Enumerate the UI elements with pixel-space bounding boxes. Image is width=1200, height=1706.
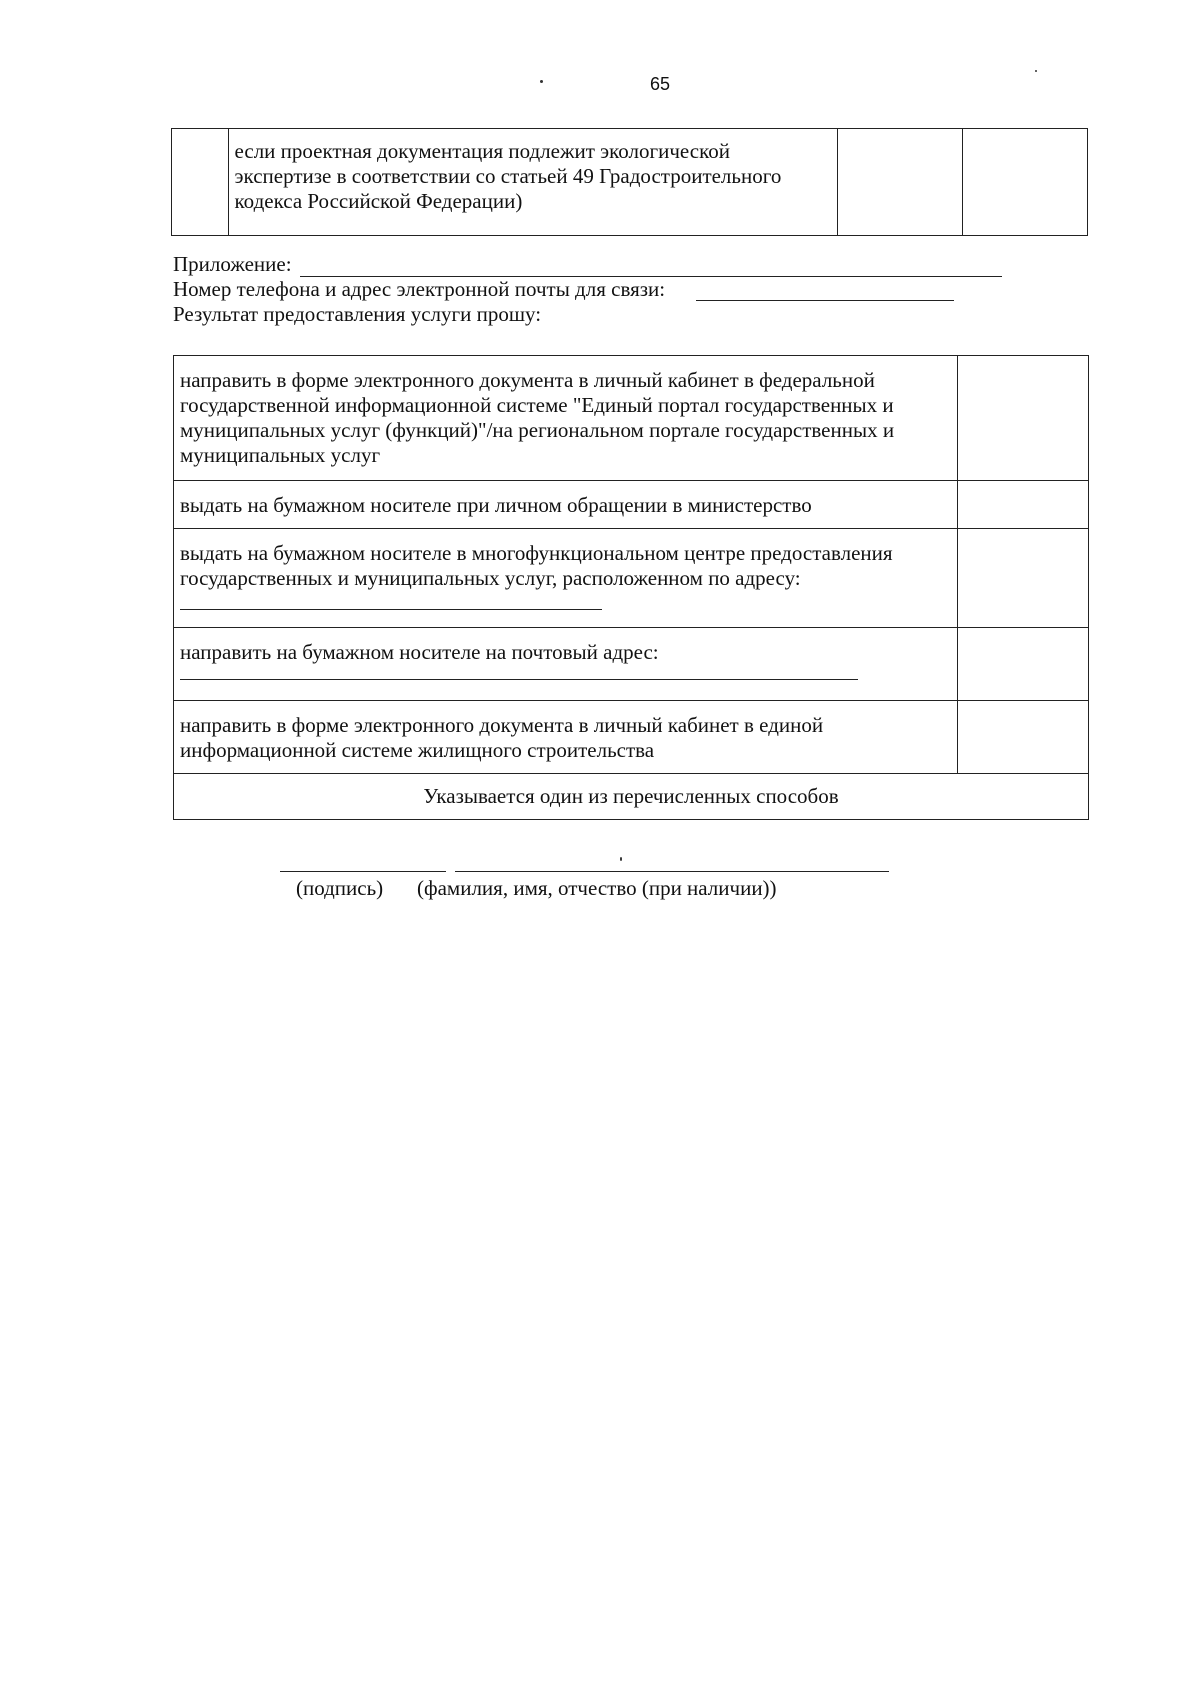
option-row <box>174 628 1089 701</box>
scan-speck <box>1035 70 1037 72</box>
attachment-label: Приложение: <box>173 252 292 276</box>
option-checkbox[interactable] <box>958 628 1089 701</box>
contact-label: Номер телефона и адрес электронной почты для связи: <box>173 277 666 301</box>
full-name-line[interactable] <box>455 871 889 872</box>
note-text: Указывается один из перечисленных способов <box>423 784 839 808</box>
delivery-options-table <box>173 355 1089 820</box>
value-cell[interactable] <box>963 129 1088 236</box>
result-label: Результат предоставления услуги прошу: <box>173 302 542 326</box>
option-text <box>174 701 958 774</box>
option-row <box>174 481 1089 529</box>
option-text <box>174 628 958 701</box>
option-row <box>174 356 1089 481</box>
number-cell <box>172 129 229 236</box>
option-text <box>174 356 958 481</box>
options-note <box>174 774 1089 820</box>
row-description: если проектная документация подлежит экологической экспертизе в соответствии со статьей 49 Градостроительного кодекса Российской Федерации) <box>234 139 782 213</box>
option-checkbox[interactable] <box>958 529 1089 628</box>
option-checkbox[interactable] <box>958 481 1089 529</box>
mfc-address-field[interactable] <box>180 609 602 610</box>
option-checkbox[interactable] <box>958 701 1089 774</box>
option-text <box>174 529 958 628</box>
page-number: 65 <box>649 74 671 94</box>
description-cell <box>228 129 838 236</box>
option-label: направить в форме электронного документа в личный кабинет в федеральной государственной информационной системе "Единый портал государственных и муниципальных услуг (функций)"/на региональном портале государственных и муниципальных услуг <box>180 368 895 467</box>
option-label: выдать на бумажном носителе в многофункциональном центре предоставления государственных и муниципальных услуг, расположенном по адресу: <box>180 541 893 590</box>
option-checkbox[interactable] <box>958 356 1089 481</box>
signature-line[interactable] <box>280 871 446 872</box>
scan-speck <box>540 80 543 83</box>
contact-field[interactable] <box>696 300 954 301</box>
value-cell[interactable] <box>838 129 963 236</box>
note-row <box>174 774 1089 820</box>
option-label: направить в форме электронного документа в личный кабинет в единой информационной системе жилищного строительства <box>180 713 824 762</box>
option-row <box>174 529 1089 628</box>
continuation-table <box>171 128 1088 236</box>
option-label: выдать на бумажном носителе при личном обращении в министерство <box>180 493 812 517</box>
full-name-caption: (фамилия, имя, отчество (при наличии)) <box>417 876 777 900</box>
scan-speck <box>620 857 622 861</box>
option-label: направить на бумажном носителе на почтовый адрес: <box>180 640 659 664</box>
signature-caption: (подпись) <box>296 876 384 900</box>
option-text <box>174 481 958 529</box>
postal-address-field[interactable] <box>180 665 858 680</box>
table-row <box>172 129 1088 236</box>
option-row <box>174 701 1089 774</box>
